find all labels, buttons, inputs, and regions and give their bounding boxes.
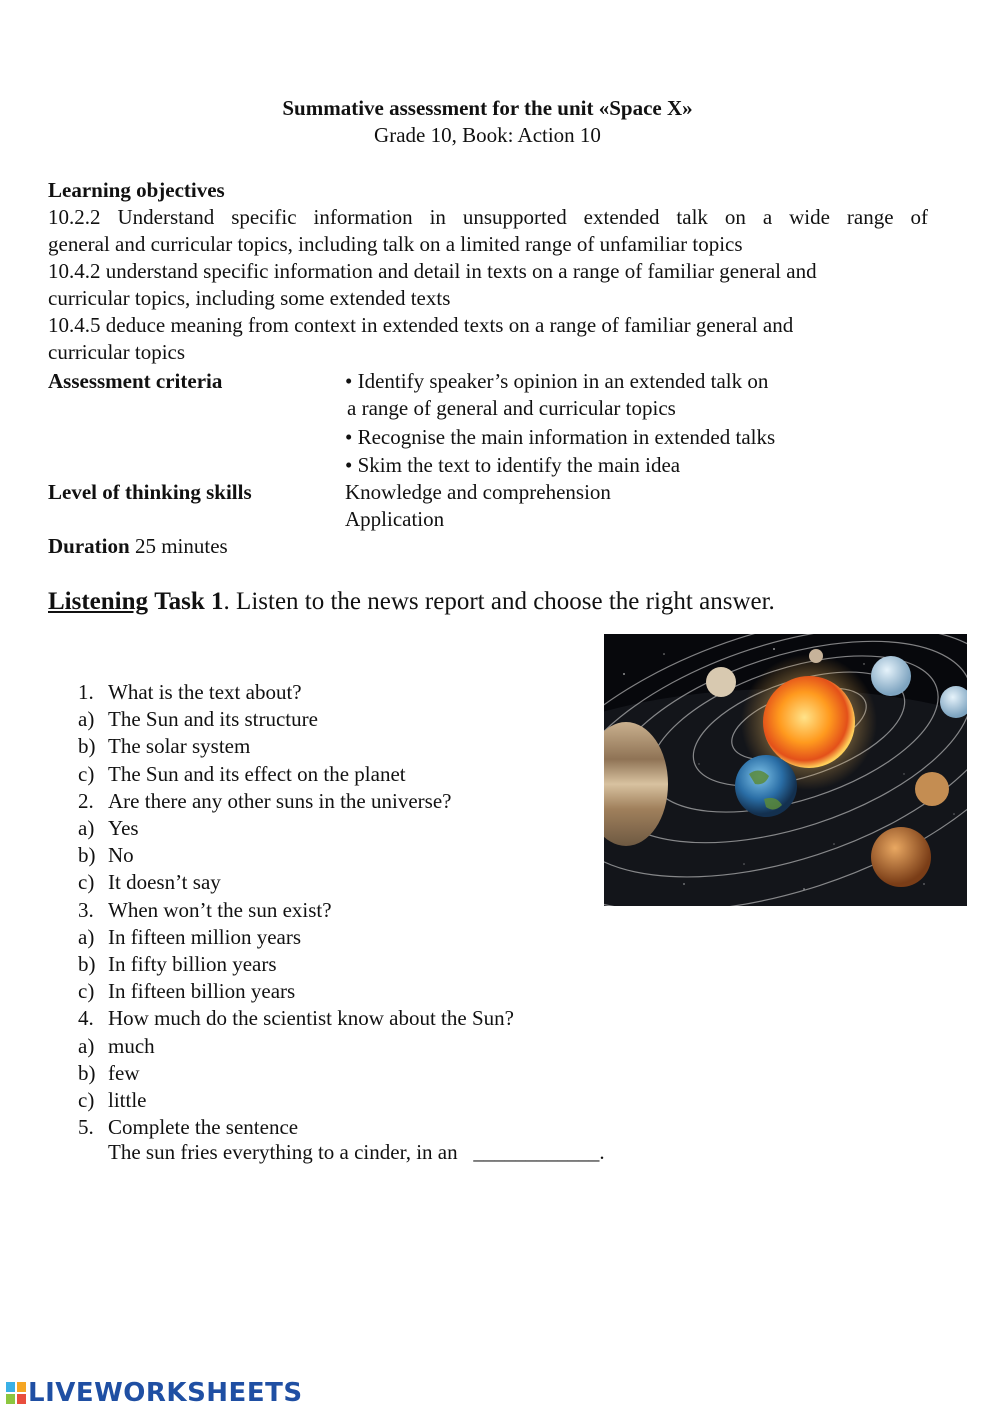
thinking-level: Application [345,507,445,531]
item-text: Complete the sentence [108,1115,299,1140]
item-marker: b) [78,734,96,759]
item-text: When won’t the sun exist? [108,897,332,922]
thinking-level: Knowledge and comprehension [345,480,611,504]
objective-line: general and curricular topics, including talk on a limited range of unfamiliar topics [48,232,743,256]
sentence-to-complete: The sun fries everything to a cinder, in an ____________. [108,1140,605,1164]
answer-option[interactable] [78,842,134,869]
venus [915,772,949,806]
objective-line: 10.4.2 understand specific information and detail in texts on a range of familiar general and [48,259,817,283]
item-text: How much do the scientist know about the Sun? [108,1006,514,1031]
item-text: The Sun and its structure [108,707,318,732]
answer-option[interactable] [78,1087,147,1114]
item-marker: c) [78,1088,95,1112]
item-marker: 5. [78,1115,94,1140]
item-text: little [108,1088,147,1112]
question-item [78,1005,514,1032]
document-title: Summative assessment for the unit «Space X» [282,96,693,120]
liveworksheets-logo: LIVEWORKSHEETS [6,1378,303,1408]
item-text: No [108,843,134,868]
answer-option[interactable] [78,706,318,733]
task-heading: Listening Task 1. Listen to the news report and choose the right answer. [48,588,775,615]
sun [763,676,855,768]
objectives-label: Learning objectives [48,178,225,202]
answer-option[interactable] [78,733,250,760]
item-text: The Sun and its effect on the planet [108,761,406,786]
earth [735,755,797,817]
small-planet [809,649,823,663]
item-text: In fifteen million years [108,924,302,949]
criteria-line: • Recognise the main information in extended talks [345,425,776,449]
item-marker: b) [78,843,96,868]
criteria-line: • Skim the text to identify the main idea [345,453,681,477]
item-marker: 1. [78,680,94,704]
item-text: What is the text about? [108,680,302,704]
item-marker: 3. [78,897,94,922]
document-subtitle: Grade 10, Book: Action 10 [374,123,601,147]
duration: Duration 25 minutes [48,534,228,558]
item-text: It doesn’t say [108,870,221,895]
answer-option[interactable] [78,761,406,788]
objective-line: 10.4.5 deduce meaning from context in extended texts on a range of familiar general and [48,313,794,337]
item-marker: 2. [78,788,94,813]
item-text: In fifteen billion years [108,979,296,1004]
item-text: few [108,1060,140,1085]
mars [871,827,931,887]
item-text: The solar system [108,734,251,759]
item-marker: a) [78,707,95,732]
objective-line: curricular topics, including some extended texts [48,286,451,310]
criteria-line: a range of general and curricular topics [347,396,676,420]
item-text: Are there any other suns in the universe? [108,788,452,813]
item-marker: c) [78,761,95,786]
answer-option[interactable] [78,1033,155,1060]
question-item [78,788,451,815]
item-marker: 4. [78,1006,94,1031]
answer-option[interactable] [78,1060,139,1087]
answer-option[interactable] [78,924,301,951]
item-marker: b) [78,952,96,976]
mercury [706,667,736,697]
answer-option[interactable] [78,951,277,978]
question-item [78,897,332,924]
item-marker: a) [78,924,95,949]
answer-option[interactable] [78,978,295,1005]
objective-line: curricular topics [48,340,186,364]
uranus [871,656,911,696]
criteria-line: • Identify speaker’s opinion in an extended talk on [345,369,769,393]
question-item [78,679,302,706]
item-marker: b) [78,1060,96,1085]
thinking-label: Level of thinking skills [48,480,252,504]
solar-system-image [604,634,967,906]
item-text: Yes [108,816,139,840]
item-marker: c) [78,979,95,1004]
question-item [78,1114,298,1141]
item-marker: a) [78,1033,95,1058]
logo-icon [6,1381,26,1403]
objective-line: 10.2.2 Understand specific information in unsupported extended talk on a wide range of [48,205,928,229]
item-text: In fifty billion years [108,952,277,976]
item-text: much [108,1033,155,1058]
item-marker: a) [78,816,95,840]
criteria-label: Assessment criteria [48,369,223,393]
answer-option[interactable] [78,815,139,842]
answer-blank[interactable]: ____________. [473,1140,605,1164]
item-marker: c) [78,870,95,895]
answer-option[interactable] [78,869,221,896]
